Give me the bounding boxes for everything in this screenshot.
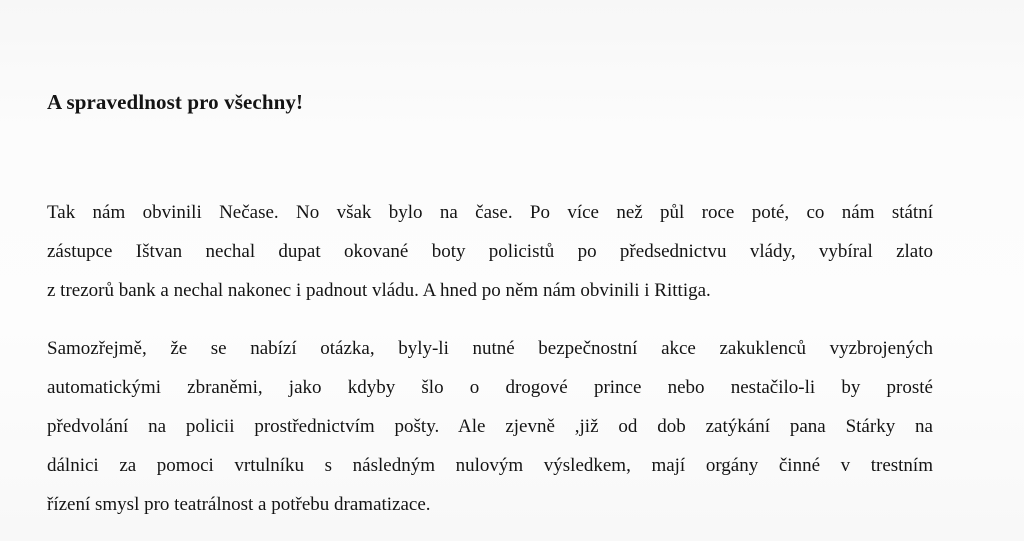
- text-line: automatickými zbraněmi, jako kdyby šlo o drogové prince nebo nestačilo-li by prosté: [47, 377, 933, 398]
- text-line: řízení smysl pro teatrálnost a potřebu dramatizace.: [47, 494, 431, 515]
- paragraph-2: [47, 329, 933, 524]
- text-line: Samozřejmě, že se nabízí otázka, byly-li nutné bezpečnostní akce zakuklenců vyzbrojených: [47, 338, 933, 359]
- text-line: dálnici za pomoci vrtulníku s následným nulovým výsledkem, mají orgány činné v trestním: [47, 455, 933, 476]
- text-line: z trezorů bank a nechal nakonec i padnout vládu. A hned po něm nám obvinili i Rittiga.: [47, 280, 711, 301]
- paragraph-1: [47, 193, 933, 310]
- text-line: zástupce Ištvan nechal dupat okované boty policistů po předsednictvu vlády, vybíral zlato: [47, 241, 933, 262]
- text-line: předvolání na policii prostřednictvím pošty. Ale zjevně ,již od dob zatýkání pana Stárky na: [47, 416, 933, 437]
- document-title: A spravedlnost pro všechny!: [47, 90, 304, 114]
- text-line: Tak nám obvinili Nečase. No však bylo na čase. Po více než půl roce poté, co nám státní: [47, 202, 933, 223]
